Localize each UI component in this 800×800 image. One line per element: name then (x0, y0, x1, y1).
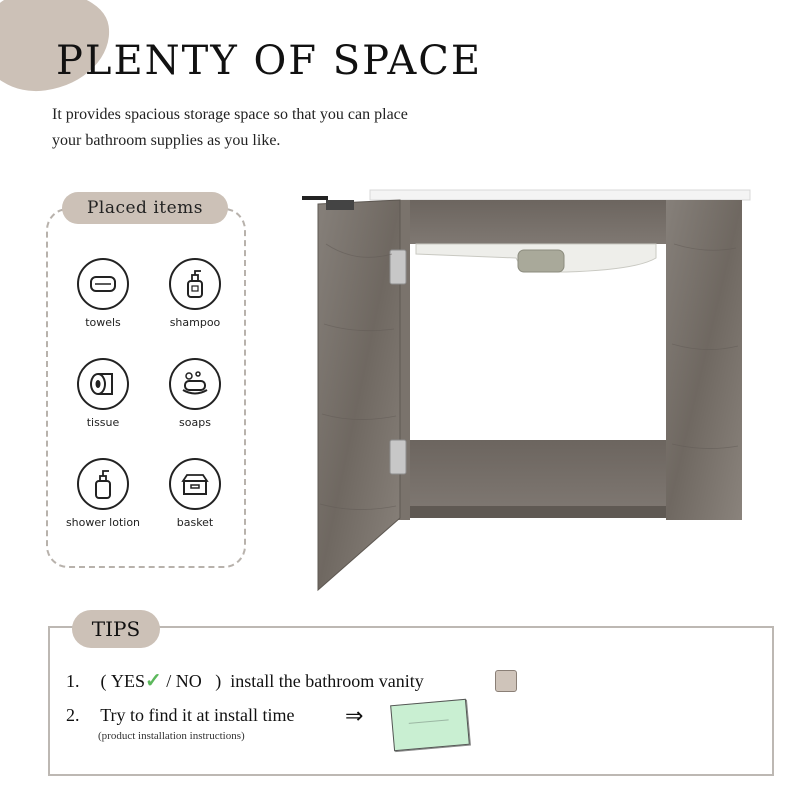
tip-text: Try to find it at install time (100, 705, 295, 725)
towel-icon (77, 258, 129, 310)
yes-no-choice (111, 668, 211, 693)
tips-panel (48, 626, 774, 776)
arrow-right-icon: ⇒ (345, 704, 364, 729)
item-label: shampoo (169, 316, 221, 329)
vanity-mini-icon (495, 670, 517, 692)
placed-items-heading: Placed items (62, 192, 228, 224)
item-soaps (150, 358, 240, 429)
shampoo-bottle-icon (169, 258, 221, 310)
item-label: tissue (86, 416, 120, 429)
item-shampoo (150, 258, 240, 329)
page-description: It provides spacious storage space so that you can place your bathroom supplies as you like. (52, 106, 408, 149)
tip-note: (product installation instructions) (98, 730, 245, 742)
checkmark-icon: ✓ (145, 670, 162, 692)
tips-heading: TIPS (72, 610, 160, 648)
lotion-pump-icon (77, 458, 129, 510)
vanity-cabinet-image (296, 184, 756, 594)
item-tissue (58, 358, 148, 429)
tip-text: install the bathroom vanity (230, 671, 424, 691)
tissue-roll-icon (77, 358, 129, 410)
tip-1 (66, 668, 424, 693)
tip-number: 1. (66, 671, 80, 691)
open-paren: ( (100, 671, 107, 691)
item-basket (150, 458, 240, 529)
close-paren: ) (215, 671, 222, 691)
item-shower-lotion (58, 458, 148, 529)
item-towels (58, 258, 148, 329)
tip-number: 2. (66, 705, 80, 725)
no-option: / NO (166, 671, 202, 691)
item-label: basket (176, 516, 214, 529)
soap-icon (169, 358, 221, 410)
instructions-sheet-icon (390, 699, 470, 751)
item-label: towels (85, 316, 121, 329)
page-title: PLENTY OF SPACE (56, 38, 483, 84)
yes-option: YES (111, 671, 146, 691)
tip-2 (66, 705, 295, 726)
basket-icon (169, 458, 221, 510)
item-label: soaps (179, 416, 211, 429)
item-label: shower lotion (65, 516, 141, 529)
